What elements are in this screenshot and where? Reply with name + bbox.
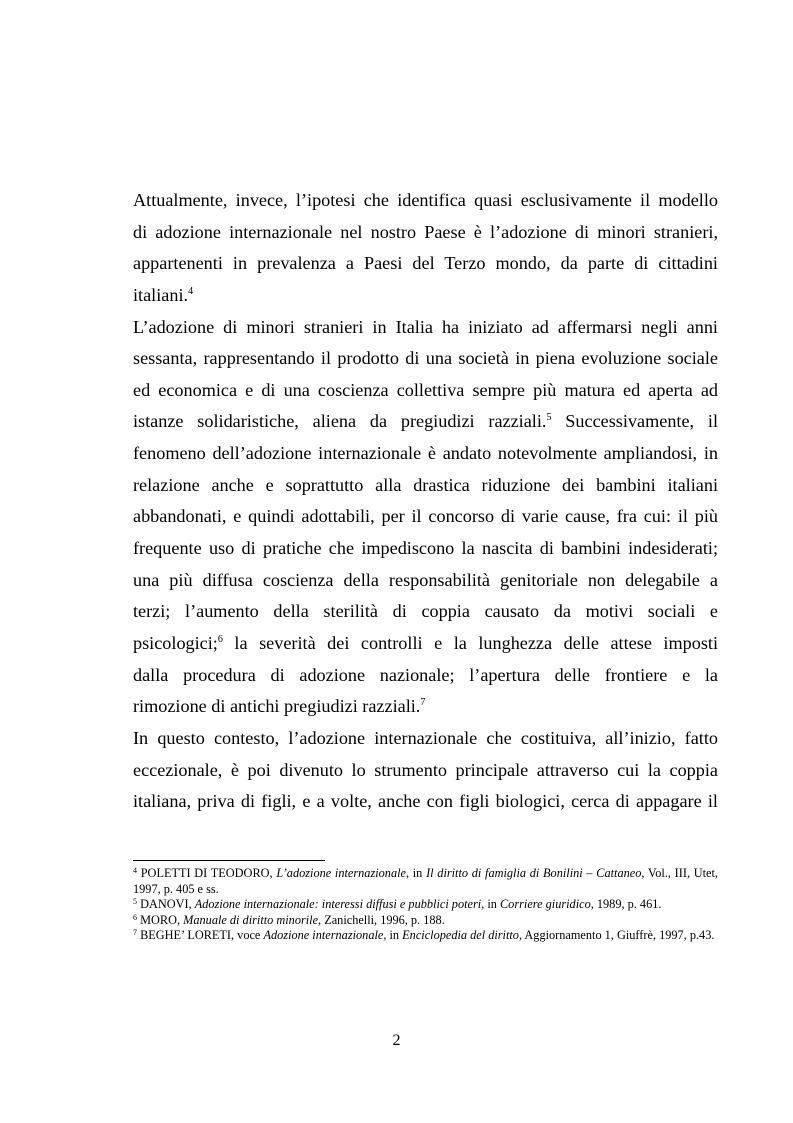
- text-line: sessanta, rappresentando il prodotto di una società in piena evoluzione sociale: [133, 348, 718, 369]
- text-line: ed economica e di una coscienza collettiva sempre più matura ed aperta ad: [133, 379, 718, 400]
- page-number: 2: [392, 1032, 401, 1049]
- text-line: appartenenti in prevalenza a Paesi del Terzo mondo, da parte di cittadini: [133, 253, 718, 274]
- text-line: italiana, priva di figli, e a volte, anche con figli biologici, cerca di appagare il: [133, 791, 718, 812]
- text-line: abbandonati, e quindi adottabili, per il concorso di varie cause, fra cui: il più: [133, 506, 718, 527]
- line-text: psicologici;$^6$: [133, 632, 223, 653]
- footnote-ref-4[interactable]: 4: [188, 285, 194, 297]
- text-line: In questo contesto, l’adozione internazionale che costituiva, all’inizio, fatto: [133, 727, 718, 748]
- footnote-6: $^6$ MORO, Manuale di diritto minorile, Zanichelli, 1996, p. 188.: [133, 912, 445, 927]
- footnotes: [133, 866, 718, 944]
- footnote-ref-7[interactable]: 7: [420, 697, 426, 709]
- text-line: [133, 628, 718, 660]
- footnote-4: $^4$ POLETTI DI TEODORO, L’adozione internazionale, in Il diritto di famiglia di Bonilini – Cattaneo, Vol., III, Utet, 1997, p. 405 e ss.: [133, 866, 718, 896]
- text-line: [133, 280, 718, 312]
- line-text: la severità dei controlli e la lunghezza delle attese imposti: [234, 632, 718, 653]
- line-text: rimozione di antichi pregiudizi razziali.: [133, 696, 421, 717]
- text-line: [133, 691, 718, 723]
- footnote-ref-5[interactable]: 5: [546, 412, 552, 424]
- text-line: terzi; l’aumento della sterilità di coppia causato da motivi sociali e: [133, 601, 718, 622]
- text-line: di adozione internazionale nel nostro Paese è l’adozione di minori stranieri,: [133, 221, 718, 242]
- line-text: italiani.: [133, 284, 189, 305]
- text-line: dalla procedura di adozione nazionale; l’apertura delle frontiere e la: [133, 664, 718, 685]
- line-text: Successivamente, il: [565, 411, 719, 432]
- text-line: una più diffusa coscienza della responsabilità genitoriale non delegabile a: [133, 569, 718, 590]
- line-text: istanze solidaristiche, aliena da pregiudizi razziali.$^5$: [133, 411, 552, 432]
- text-line: L’adozione di minori stranieri in Italia ha iniziato ad affermarsi negli anni: [133, 316, 718, 337]
- text-line: [133, 406, 718, 438]
- footnote-ref-6[interactable]: 6: [217, 633, 223, 645]
- text-line: frequente uso di pratiche che impediscono la nascita di bambini indesiderati;: [133, 538, 718, 559]
- text-line: relazione anche e soprattutto alla drastica riduzione dei bambini italiani: [133, 474, 718, 495]
- text-line: eccezionale, è poi divenuto lo strumento principale attraverso cui la coppia: [133, 759, 718, 780]
- main-text: [133, 185, 718, 818]
- footnote-5: $^5$ DANOVI, Adozione internazionale: interessi diffusi e pubblici poteri, in Corriere giuridico, 1989, p. 461.: [133, 897, 662, 912]
- text-line: fenomeno dell’adozione internazionale è andato notevolmente ampliandosi, in: [133, 443, 718, 464]
- footnote-separator: [133, 860, 325, 861]
- text-line: Attualmente, invece, l’ipotesi che identifica quasi esclusivamente il modello: [133, 190, 718, 210]
- footnote-7: $^7$ BEGHE’ LORETI, voce Adozione internazionale, in Enciclopedia del diritto, Aggiornamento 1, Giuffrè, 1997, p.43.: [133, 928, 715, 943]
